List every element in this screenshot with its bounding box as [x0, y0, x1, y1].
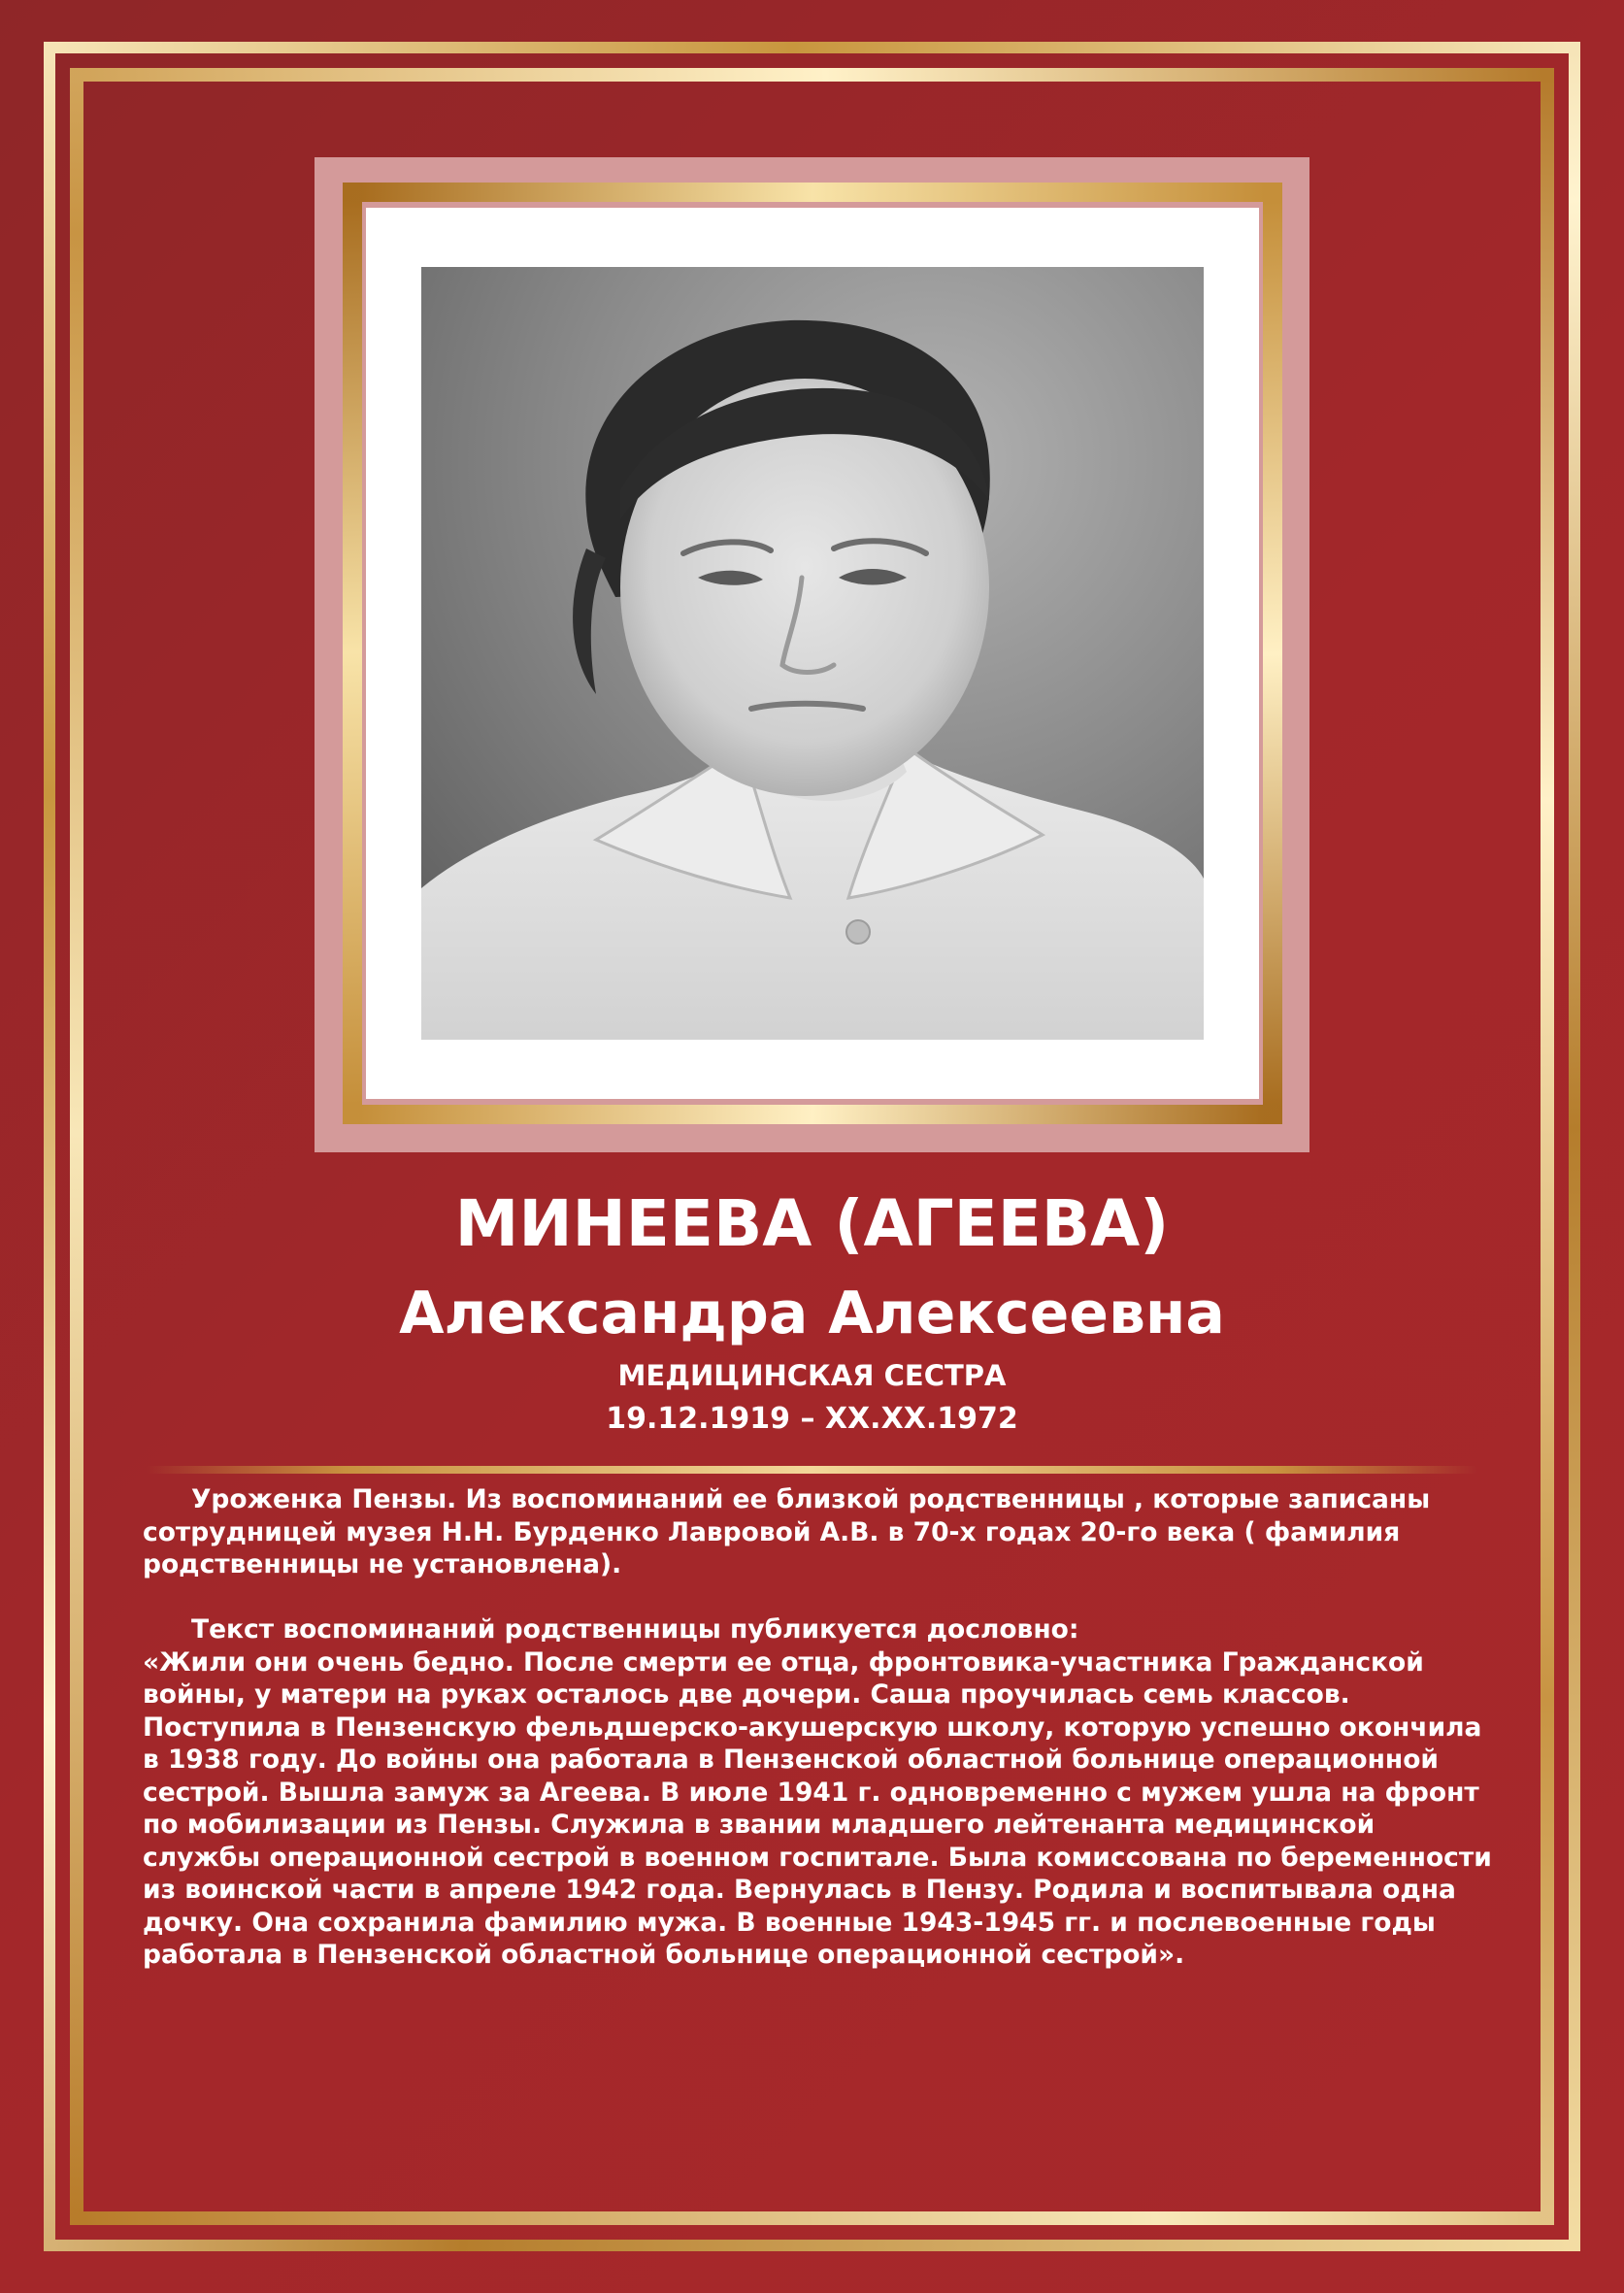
biography-quote-intro: Текст воспоминаний родственницы публикуется дословно:: [191, 1614, 1079, 1645]
paragraph-gap: [143, 1581, 1492, 1614]
gold-divider: [146, 1466, 1478, 1474]
biography-text: [143, 1483, 1492, 1972]
biography-intro: Уроженка Пензы. Из воспоминаний ее близкой родственницы , которые записаны сотрудницей музея Н.Н. Бурденко Лавровой А.В. в 70-х годах 20-го века ( фамилия родственницы не установлена).: [143, 1484, 1431, 1579]
person-surname: МИНЕЕВА (АГЕЕВА): [454, 1186, 1170, 1261]
portrait-illustration: [421, 267, 1204, 1040]
person-role: МЕДИЦИНСКАЯ СЕСТРА: [617, 1359, 1007, 1392]
person-dates: 19.12.1919 – XX.XX.1972: [606, 1402, 1018, 1436]
biography-quote: «Жили они очень бедно. После смерти ее отца, фронтовика-участника Гражданской войны, у матери на руках осталось две дочери. Саша проучилась семь классов. Поступила в Пензенскую фельдшерско-акушерскую школу, которую успешно окончила в 1938 году. До войны она работала в Пензенской областной больнице операционной сестрой. Вышла замуж за Агеева. В июле 1941 г. одновременно с мужем ушла на фронт по мобилизации из Пензы. Служила в звании младшего лейтенанта медицинской службы операционной сестрой в военном госпитале. Была комиссована по беременности из воинской части в апреле 1942 года. Вернулась в Пензу. Родила и воспитывала одна дочку. Она сохранила фамилию мужа. В военные 1943-1945 гг. и послевоенные годы работала в Пензенской областной больнице операционной сестрой».: [143, 1646, 1492, 1970]
person-given-names: Александра Алексеевна: [399, 1279, 1225, 1347]
portrait-photo: [421, 267, 1204, 1040]
